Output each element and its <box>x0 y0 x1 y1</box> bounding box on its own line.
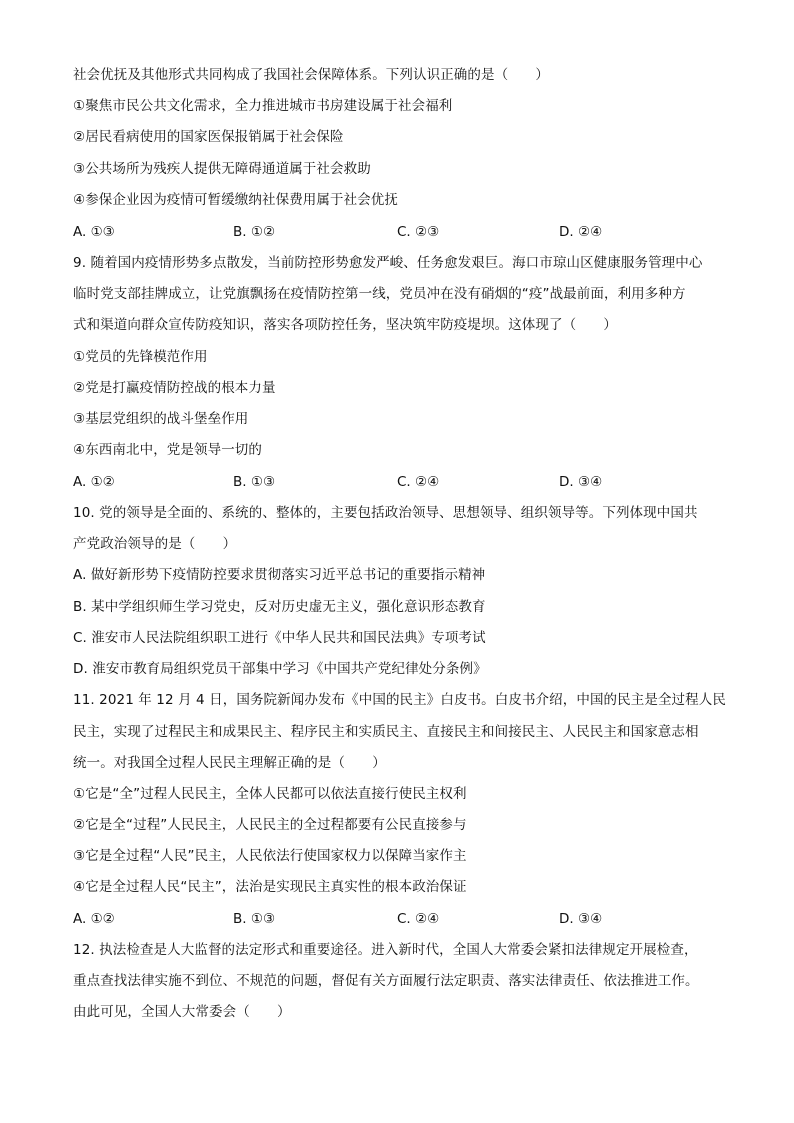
q9-stem-line-2: 临时党支部挂牌成立，让党旗飘扬在疫情防控第一线，党员冲在没有硝烟的“疫”战最前面，利用多种方 <box>73 286 686 302</box>
q11-option-d: D. ③④ <box>559 911 603 927</box>
q11-option-c: C. ②④ <box>397 911 440 927</box>
q8-stem-line: 社会优抚及其他形式共同构成了我国社会保障体系。下列认识正确的是（ ） <box>73 67 549 83</box>
q8-statement-1: ①聚焦市民公共文化需求，全力推进城市书房建设属于社会福利 <box>73 98 453 114</box>
q9-option-c: C. ②④ <box>397 474 440 490</box>
q10-stem-line-2: 产党政治领导的是（ ） <box>73 536 237 552</box>
q9-statement-1: ①党员的先锋模范作用 <box>73 349 208 365</box>
q10-option-d: D. 淮安市教育局组织党员干部集中学习《中国共产党纪律处分条例》 <box>73 661 487 677</box>
q9-option-b: B. ①③ <box>233 474 276 490</box>
q10-stem-line-1: 10. 党的领导是全面的、系统的、整体的，主要包括政治领导、思想领导、组织领导等。下列体现中国共 <box>73 505 698 521</box>
q11-stem-line-1: 11. 2021 年 12 月 4 日，国务院新闻办发布《中国的民主》白皮书。白皮书介绍，中国的民主是全过程人民 <box>73 692 726 708</box>
q9-stem-line-1: 9. 随着国内疫情形势多点散发，当前防控形势愈发严峻、任务愈发艰巨。海口市琼山区健康服务管理中心 <box>73 255 703 271</box>
q8-statement-3: ③公共场所为残疾人提供无障碍通道属于社会救助 <box>73 161 371 177</box>
q9-stem-line-3: 式和渠道向群众宣传防疫知识，落实各项防控任务，坚决筑牢防疫堤坝。这体现了（ ） <box>73 317 617 333</box>
q8-option-c: C. ②③ <box>397 224 440 240</box>
q10-option-b: B. 某中学组织师生学习党史，反对历史虚无主义，强化意识形态教育 <box>73 599 486 615</box>
q11-statement-1: ①它是“全”过程人民民主，全体人民都可以依法直接行使民主权利 <box>73 786 467 802</box>
q8-statement-2: ②居民看病使用的国家医保报销属于社会保险 <box>73 129 344 145</box>
q8-option-b: B. ①② <box>233 224 276 240</box>
q8-option-a: A. ①③ <box>73 224 115 240</box>
q11-statement-2: ②它是全“过程”人民民主，人民民主的全过程都要有公民直接参与 <box>73 817 467 833</box>
q9-statement-4: ④东西南北中，党是领导一切的 <box>73 442 263 458</box>
q11-option-a: A. ①② <box>73 911 115 927</box>
q9-option-a: A. ①② <box>73 474 115 490</box>
q12-stem-line-1: 12. 执法检查是人大监督的法定形式和重要途径。进入新时代，全国人大常委会紧扣法律规定开展检查， <box>73 942 698 958</box>
q8-option-d: D. ②④ <box>559 224 603 240</box>
q9-option-d: D. ③④ <box>559 474 603 490</box>
q11-stem-line-2: 民主，实现了过程民主和成果民主、程序民主和实质民主、直接民主和间接民主、人民民主和国家意志相 <box>73 724 699 740</box>
q12-stem-line-2: 重点查找法律实施不到位、不规范的问题，督促有关方面履行法定职责、落实法律责任、依法推进工作。 <box>73 973 699 989</box>
q11-statement-4: ④它是全过程人民“民主”，法治是实现民主真实性的根本政治保证 <box>73 879 467 895</box>
q10-option-c: C. 淮安市人民法院组织职工进行《中华人民共和国民法典》专项考试 <box>73 630 486 646</box>
q11-option-b: B. ①③ <box>233 911 276 927</box>
q8-statement-4: ④参保企业因为疫情可暂缓缴纳社保费用属于社会优抚 <box>73 192 399 208</box>
q9-statement-2: ②党是打赢疫情防控战的根本力量 <box>73 380 276 396</box>
q11-statement-3: ③它是全过程“人民”民主，人民依法行使国家权力以保障当家作主 <box>73 848 467 864</box>
q9-statement-3: ③基层党组织的战斗堡垒作用 <box>73 411 249 427</box>
q10-option-a: A. 做好新形势下疫情防控要求贯彻落实习近平总书记的重要指示精神 <box>73 567 486 583</box>
q11-stem-line-3: 统一。对我国全过程人民民主理解正确的是（ ） <box>73 755 386 771</box>
q12-stem-line-3: 由此可见，全国人大常委会（ ） <box>73 1004 291 1020</box>
